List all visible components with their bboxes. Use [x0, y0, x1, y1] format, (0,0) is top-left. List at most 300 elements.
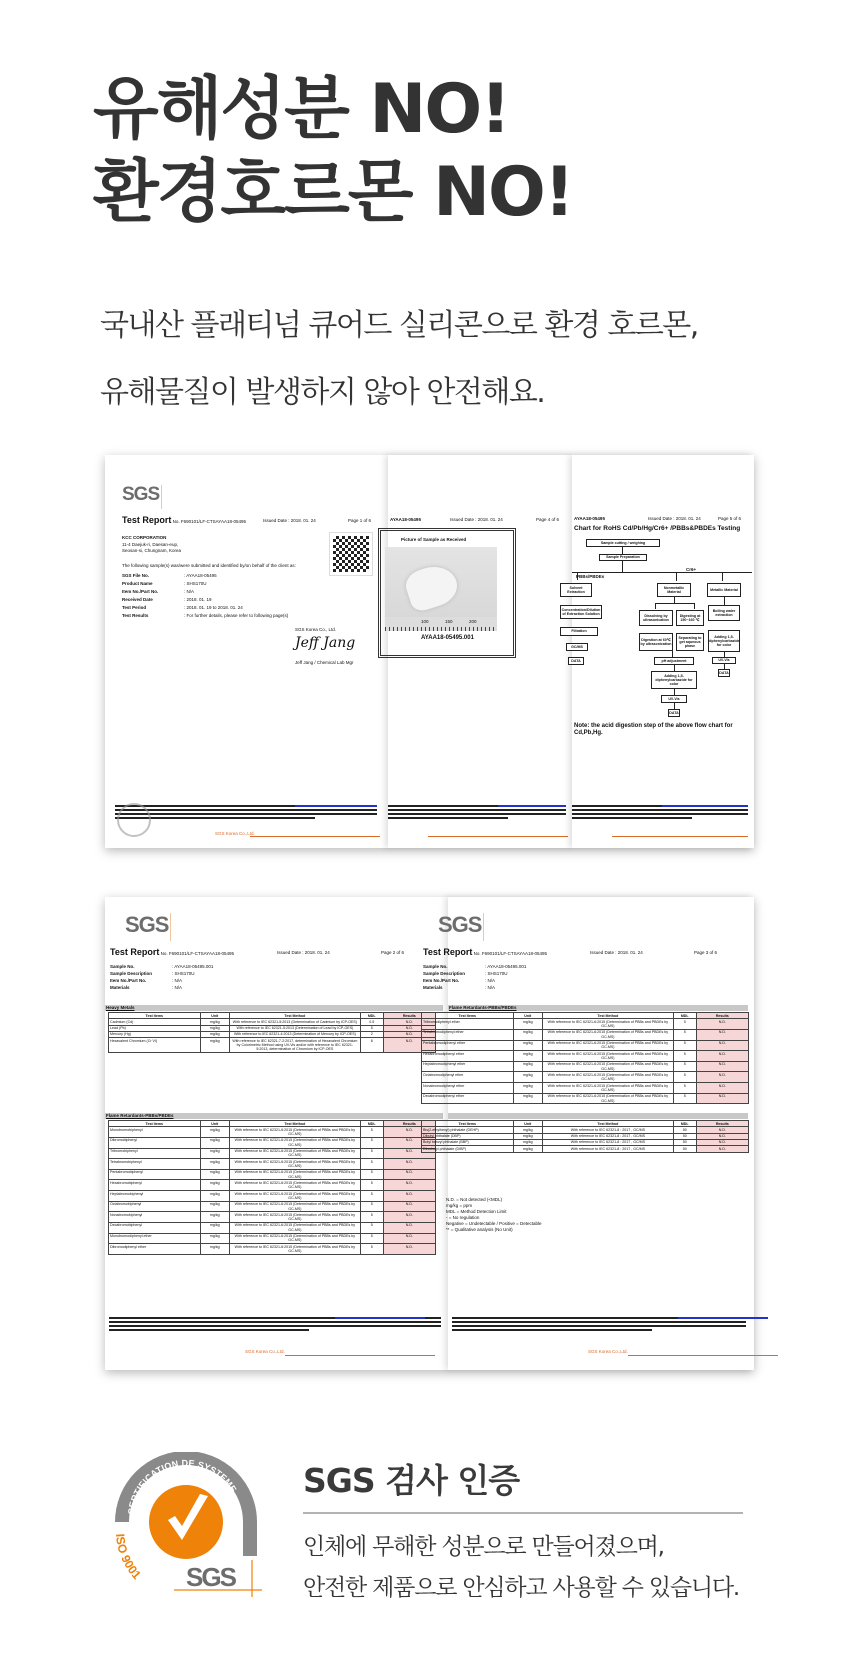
result: N.D.	[383, 1191, 435, 1202]
issued-date: Issued Date : 2018. 01. 24	[277, 950, 330, 955]
report-field-value: : N/A	[172, 985, 183, 990]
certification-line-2: 안전한 제품으로 안심하고 사용할 수 있습니다.	[303, 1575, 740, 1601]
signer: Jeff Jang / Chemical Lab Mgr	[295, 660, 354, 665]
table-row	[422, 1029, 749, 1040]
footer-company: SGS Korea Co.,Ltd.	[588, 1349, 628, 1354]
report-no: AYAA18-05495	[390, 517, 421, 522]
unit: mg/kg	[513, 1093, 542, 1104]
table-row	[109, 1191, 436, 1202]
test-item: Bis(2-ethylhexyl) phthalate (DEHP)	[422, 1127, 514, 1133]
disclaimer-link	[335, 1317, 425, 1319]
disclaimer-text	[452, 1329, 652, 1331]
footer-rule	[612, 836, 748, 837]
mdl: 5	[360, 1169, 383, 1180]
report-field: Materials : N/A	[423, 985, 496, 990]
table-row	[109, 1169, 436, 1180]
unit: mg/kg	[200, 1019, 229, 1025]
result: N.D.	[383, 1031, 435, 1037]
results-table	[421, 1120, 749, 1153]
unit: mg/kg	[200, 1038, 229, 1053]
section-title: Flame Retardants-PBBs/PBDEs	[105, 1113, 443, 1119]
mdl: 5	[360, 1025, 383, 1031]
ruler-label: 150	[445, 619, 453, 624]
unit: mg/kg	[200, 1137, 229, 1148]
column-header: Results	[383, 1121, 435, 1127]
test-method: With reference to IEC 62321-5:2013 (Determination of Cadmium by ICP-OES)	[229, 1019, 360, 1025]
page-title	[93, 68, 573, 234]
column-header: Results	[383, 1013, 435, 1019]
test-item: Lead (Pb)	[109, 1025, 201, 1031]
column-header: Test Items	[422, 1121, 514, 1127]
legend-note: MDL = Method Detection Limit	[446, 1209, 507, 1214]
report-number: No. F690101/LF-CTSAYAA18-05495	[472, 951, 547, 956]
test-method: With reference to IEC 62321-6:2015 (Determination of PBBs and PBDEs by GC-MS)	[229, 1159, 360, 1170]
result: N.D.	[696, 1133, 748, 1139]
test-method: With reference to IEC 62321-6:2015 (Determination of PBBs and PBDEs by GC-MS)	[229, 1222, 360, 1233]
subtitle-line-1: 국내산 플래티넘 큐어드 실리콘으로 환경 호르몬,	[100, 308, 698, 343]
disclaimer-text	[388, 813, 566, 815]
test-method: With reference to IEC 62321-6:2015 (Determination of PBBs and PBDEs by GC-MS)	[229, 1127, 360, 1138]
issued-date: Issued Date : 2018. 01. 24	[450, 517, 503, 522]
disclaimer-text	[115, 809, 377, 811]
mdl: 5	[673, 1040, 696, 1051]
report-field: Sample No. : AYAA18-05495.001	[110, 964, 214, 969]
flowchart-node: GC/MS	[566, 643, 588, 651]
report-field-value: : 2018. 01. 19	[184, 597, 212, 602]
results-table	[108, 1012, 436, 1053]
result: N.D.	[383, 1233, 435, 1244]
flowchart-connector	[655, 603, 695, 604]
test-report-image-2	[105, 897, 754, 1370]
table-row	[422, 1146, 749, 1152]
report-field-value: : AYAA18-05495	[184, 573, 217, 578]
column-header: Test Items	[422, 1013, 514, 1019]
unit: mg/kg	[200, 1201, 229, 1212]
flowchart-connector	[572, 572, 752, 573]
test-item: Dibutyl phthalate (DBP)	[422, 1133, 514, 1139]
sgs-iso9001-certification-logo	[112, 1452, 272, 1602]
report-field: Item No./Part No. : N/A	[110, 978, 183, 983]
sgs-brand-text: SGS	[186, 1562, 235, 1592]
page-number: Page 5 of 6	[718, 516, 742, 521]
test-item: Monobromodiphenyl ether	[109, 1233, 201, 1244]
test-method: With reference to IEC 62321-6:2015 (Determination of PBBs and PBDEs by GC-MS)	[229, 1191, 360, 1202]
table-row	[422, 1083, 749, 1094]
iso-text-path: ISO 9001	[112, 1533, 144, 1582]
flowchart-label: PBBs/PBDEs	[576, 574, 605, 579]
result: N.D.	[383, 1159, 435, 1170]
test-item: Hexavalent Chromium (Cr VI)	[109, 1038, 201, 1053]
legend-note: mg/kg = ppm	[446, 1203, 473, 1208]
title-line-1: 유해성분 NO!	[93, 70, 510, 149]
test-method: With reference to IEC 62321-8 : 2017 , GC/MS	[542, 1127, 673, 1133]
iso-9001-text	[113, 1533, 144, 1582]
mdl: 5	[673, 1029, 696, 1040]
table-row	[422, 1061, 749, 1072]
test-method: With reference to IEC 62321-6:2015 (Determination of PBBs and PBDEs by GC-MS)	[542, 1040, 673, 1051]
result: N.D.	[696, 1019, 748, 1030]
table-row	[109, 1038, 436, 1053]
report-field-value: : N/A	[485, 978, 496, 983]
column-header: Test Items	[109, 1121, 201, 1127]
flowchart-node: Solvent Extraction	[560, 583, 592, 597]
unit: mg/kg	[200, 1127, 229, 1138]
unit: mg/kg	[513, 1040, 542, 1051]
flowchart-connector	[622, 546, 623, 554]
report-field: Item No./Part No. : N/A	[122, 589, 195, 594]
result: N.D.	[696, 1083, 748, 1094]
test-item: Nonabromobiphenyl	[109, 1212, 201, 1223]
flowchart-node: Metallic Material	[707, 583, 741, 597]
unit: mg/kg	[200, 1180, 229, 1191]
mdl: 50	[673, 1127, 696, 1133]
disclaimer-text	[388, 817, 508, 819]
unit: mg/kg	[200, 1148, 229, 1159]
unit: mg/kg	[513, 1061, 542, 1072]
result: N.D.	[383, 1201, 435, 1212]
issued-date: Issued Date : 2018. 01. 24	[648, 516, 701, 521]
flowchart-node: Sample cutting / weighing	[586, 539, 660, 547]
report-number: No. F690101/LF-CTSAYAA18-05495	[159, 951, 234, 956]
test-method: With reference to IEC 62321-7-2:2017, determination of Hexavalent Chromium by Colorimetric Method using UV-Vis and/or with reference to IEC 62321-5:2013, determination of Chromium by ICP-OES	[229, 1038, 360, 1053]
flowchart-node: Separating to get aqueous phase	[676, 633, 704, 651]
test-method: With reference to IEC 62321-6:2015 (Determination of PBBs and PBDEs by GC-MS)	[229, 1244, 360, 1255]
test-item: Hexabromobiphenyl	[109, 1180, 201, 1191]
legend-note: N.D. = Not detected (<MDL)	[446, 1197, 503, 1202]
flowchart-node: Digestion at 60℃ by ultrasonication	[639, 633, 673, 651]
unit: mg/kg	[513, 1127, 542, 1133]
disclaimer-link	[662, 805, 748, 807]
test-method: With reference to IEC 62321-6:2015 (Determination of PBBs and PBDEs by GC-MS)	[542, 1051, 673, 1062]
disclaimer-text	[109, 1321, 441, 1323]
disclaimer-link	[295, 805, 377, 807]
table-row	[109, 1222, 436, 1233]
test-method: With reference to IEC 62321-6:2015 (Determination of PBBs and PBDEs by GC-MS)	[542, 1061, 673, 1072]
table-row	[109, 1244, 436, 1255]
section-title: Flame Retardants-PBBs/PBDEs	[448, 1005, 748, 1011]
sample-id: AYAA18-05495.001	[421, 635, 474, 641]
result: N.D.	[696, 1127, 748, 1133]
report-title: Test Report	[110, 947, 160, 957]
mdl: 5	[360, 1212, 383, 1223]
footer-company: SGS Korea Co.,Ltd.	[215, 831, 255, 836]
flowchart-connector	[722, 572, 723, 581]
unit: mg/kg	[200, 1244, 229, 1255]
table-row	[422, 1019, 749, 1030]
mdl: 5	[360, 1159, 383, 1170]
disclaimer-link	[498, 805, 566, 807]
sample-picture-frame	[378, 528, 516, 658]
disclaimer-text	[572, 809, 748, 811]
flowchart-node: Concentration/Dilution of Extraction Solution	[560, 605, 602, 619]
flowchart-node: Filtration	[560, 627, 598, 636]
test-item: Tetrabromodiphenyl ether	[422, 1029, 514, 1040]
result: N.D.	[383, 1019, 435, 1025]
report-field: Item No./Part No. : N/A	[423, 978, 496, 983]
report-heading	[110, 947, 234, 958]
table-row	[109, 1212, 436, 1223]
table-row	[109, 1137, 436, 1148]
mdl: 5	[673, 1093, 696, 1104]
disclaimer-text	[572, 813, 748, 815]
disclaimer-text	[115, 813, 377, 815]
flowchart-node: pH adjustment	[654, 657, 694, 665]
flowchart-node: Sample Preparation	[599, 554, 647, 561]
result: N.D.	[383, 1180, 435, 1191]
unit: mg/kg	[513, 1146, 542, 1152]
subtitle-line-2: 유해물질이 발생하지 않아 안전해요.	[100, 375, 545, 410]
mdl: 5	[360, 1137, 383, 1148]
report-field-value: : SHS170U	[485, 971, 508, 976]
column-header: Test Method	[542, 1013, 673, 1019]
column-header: Unit	[200, 1013, 229, 1019]
unit: mg/kg	[513, 1083, 542, 1094]
result: N.D.	[696, 1051, 748, 1062]
footer-rule	[628, 1355, 778, 1356]
footer-company: SGS Korea Co.,Ltd.	[245, 1349, 285, 1354]
mdl: 5	[360, 1233, 383, 1244]
footer-rule	[428, 836, 568, 837]
picture-title: Picture of Sample as Received	[401, 537, 467, 542]
report-title: Test Report	[423, 947, 473, 957]
report-heading	[122, 515, 246, 526]
flowchart-connector	[676, 572, 677, 581]
report-field-value: : For further details, please refer to following page(s)	[184, 613, 289, 618]
subtitle	[100, 292, 698, 426]
unit: mg/kg	[200, 1191, 229, 1202]
report-number: No. F690101/LF-CTSAYAA18-05495	[172, 519, 246, 524]
mdl: 5	[673, 1061, 696, 1072]
test-method: With reference to IEC 62321-6:2015 (Determination of PBBs and PBDEs by GC-MS)	[229, 1201, 360, 1212]
flowchart-node: Digesting at 150~160 ℃	[676, 610, 704, 626]
flowchart-node: DATA	[668, 709, 680, 717]
footer-rule	[250, 836, 380, 837]
mdl: 5	[360, 1222, 383, 1233]
report-page-4	[388, 455, 573, 848]
unit: mg/kg	[513, 1139, 542, 1145]
report-page-1	[105, 455, 389, 848]
unit: mg/kg	[513, 1029, 542, 1040]
test-method: With reference to IEC 62321-6:2015 (Determination of PBBs and PBDEs by GC-MS)	[542, 1093, 673, 1104]
test-method: With reference to IEC 62321-6:2015 (Determination of PBBs and PBDEs by GC-MS)	[542, 1072, 673, 1083]
flowchart-title: Chart for RoHS Cd/Pb/Hg/Cr6+ /PBBs&PBDEs Testing	[574, 525, 741, 532]
test-item: Hexabromodiphenyl ether	[422, 1051, 514, 1062]
unit: mg/kg	[513, 1051, 542, 1062]
title-line-2: 환경호르몬 NO!	[93, 153, 573, 232]
report-field: Materials : N/A	[110, 985, 183, 990]
unit: mg/kg	[513, 1072, 542, 1083]
test-item: Dibromobiphenyl	[109, 1137, 201, 1148]
flowchart-node: Adding 1,5-diphenylcarbazide for color	[651, 671, 697, 689]
column-header: Test Method	[229, 1121, 360, 1127]
result: N.D.	[696, 1139, 748, 1145]
test-item: Monobromobiphenyl	[109, 1127, 201, 1138]
flowchart-node: Nonmetallic Material	[657, 583, 691, 597]
flowchart-node: Dissolving by ultrasonication	[639, 610, 673, 626]
mdl: 5	[360, 1191, 383, 1202]
silicone-sample	[402, 560, 462, 613]
test-method: With reference to IEC 62321-6:2015 (Determination of PBBs and PBDEs by GC-MS)	[542, 1083, 673, 1094]
unit: mg/kg	[200, 1031, 229, 1037]
unit: mg/kg	[200, 1233, 229, 1244]
flowchart-label: Cr6+	[686, 567, 697, 572]
report-field: Test Period : 2018. 01. 19 to 2018. 01. 24	[122, 605, 243, 610]
result: N.D.	[696, 1029, 748, 1040]
flowchart-note: Note: the acid digestion step of the above flow chart for Cd,Pb,Hg.	[574, 723, 733, 737]
table-row	[422, 1072, 749, 1083]
report-field: Sample Description : SHS170U	[110, 971, 195, 976]
section-title	[448, 1113, 748, 1119]
column-header: MDL	[673, 1121, 696, 1127]
mdl: 5	[360, 1201, 383, 1212]
divider	[303, 1512, 743, 1514]
report-field-value: : 2018. 01. 19 to 2018. 01. 24	[184, 605, 243, 610]
report-field-value: : N/A	[184, 589, 195, 594]
test-item: Nonabromodiphenyl ether	[422, 1083, 514, 1094]
result: N.D.	[696, 1061, 748, 1072]
table-row	[109, 1201, 436, 1212]
report-heading	[423, 947, 547, 958]
test-method: With reference to IEC 62321-6:2015 (Determination of PBBs and PBDEs by GC-MS)	[229, 1212, 360, 1223]
qr-code	[330, 533, 372, 575]
disclaimer-text	[452, 1325, 746, 1327]
test-item: Heptabromodiphenyl ether	[422, 1061, 514, 1072]
result: N.D.	[696, 1146, 748, 1152]
page-number: Page 3 of 6	[694, 950, 718, 955]
flowchart-connector	[694, 603, 695, 609]
flowchart-connector	[724, 597, 725, 605]
disclaimer-link	[678, 1317, 768, 1319]
test-method: With reference to IEC 62321-8 : 2017 , GC/MS	[542, 1133, 673, 1139]
report-field: Sample No. : AYAA18-05495.001	[423, 964, 527, 969]
column-header: MDL	[360, 1121, 383, 1127]
mdl: 8	[360, 1038, 383, 1053]
footer-rule	[285, 1355, 435, 1356]
signature: Jeff Jang	[295, 635, 356, 651]
issued-date: Issued Date : 2018. 01. 24	[263, 518, 316, 523]
table-row	[109, 1159, 436, 1170]
column-header: Unit	[513, 1121, 542, 1127]
unit: mg/kg	[200, 1025, 229, 1031]
report-field-value: : N/A	[172, 978, 183, 983]
column-header: Results	[696, 1013, 748, 1019]
test-method: With reference to IEC 62321-4:2013 (Determination of Mercury by ICP-OES)	[229, 1031, 360, 1037]
table-row	[109, 1233, 436, 1244]
page-number: Page 1 of 6	[348, 518, 372, 523]
disclaimer-text	[388, 809, 566, 811]
table-row	[109, 1180, 436, 1191]
unit: mg/kg	[513, 1019, 542, 1030]
result: N.D.	[383, 1169, 435, 1180]
client-address: 11-4 Daejuk-ri, Daesan-eup, Seosan-si, Chungnam, Korea	[122, 542, 182, 553]
table-row	[109, 1148, 436, 1159]
report-title: Test Report	[122, 515, 172, 525]
flowchart-connector	[655, 603, 656, 609]
report-no: AYAA18-05495	[574, 516, 605, 521]
mdl: 5	[673, 1083, 696, 1094]
report-field: Received Date : 2018. 01. 19	[122, 597, 212, 602]
result: N.D.	[383, 1137, 435, 1148]
unit: mg/kg	[200, 1222, 229, 1233]
unit: mg/kg	[200, 1159, 229, 1170]
mdl: 5	[673, 1072, 696, 1083]
table-row	[422, 1040, 749, 1051]
test-item: Decabromodiphenyl ether	[422, 1093, 514, 1104]
mdl: 5	[360, 1148, 383, 1159]
flowchart-node: Adding 1,5-diphenylcarbazide for color	[708, 630, 740, 652]
column-header: Test Method	[542, 1121, 673, 1127]
arc-text-path: CERTIFICATION DE SYSTEME	[126, 1457, 239, 1516]
test-item: Octabromobiphenyl	[109, 1201, 201, 1212]
lab-company: SGS Korea Co., Ltd.	[295, 627, 337, 632]
mdl: 5	[673, 1051, 696, 1062]
report-page-3	[423, 897, 754, 1370]
report-field-value: : AYAA18-05495.001	[485, 964, 527, 969]
page-number: Page 2 of 6	[381, 950, 405, 955]
test-item: Heptabromobiphenyl	[109, 1191, 201, 1202]
mdl: 50	[673, 1146, 696, 1152]
report-field: Test Results : For further details, please refer to following page(s)	[122, 613, 289, 618]
test-item: Octabromodiphenyl ether	[422, 1072, 514, 1083]
sgs-logo: SGS	[122, 484, 160, 505]
test-method: With reference to IEC 62321-6:2015 (Determination of PBBs and PBDEs by GC-MS)	[229, 1233, 360, 1244]
issued-date: Issued Date : 2018. 01. 24	[590, 950, 643, 955]
test-method: With reference to IEC 62321-6:2015 (Determination of PBBs and PBDEs by GC-MS)	[229, 1169, 360, 1180]
disclaimer-text	[452, 1321, 746, 1323]
page-number: Page 4 of 6	[536, 517, 560, 522]
flowchart-node: UV-Vis	[712, 657, 736, 664]
test-item: Butyl benzyl phthalate (BBP)	[422, 1139, 514, 1145]
legend-note: - = No regulation	[446, 1215, 480, 1220]
table-row	[109, 1127, 436, 1138]
result: N.D.	[383, 1244, 435, 1255]
report-field-value: : SHS170U	[172, 971, 195, 976]
mdl: 50	[673, 1133, 696, 1139]
legend-note: ** = Qualitative analysis (No Unit)	[446, 1227, 513, 1232]
mdl: 2	[360, 1031, 383, 1037]
disclaimer-text	[572, 817, 692, 819]
result: N.D.	[383, 1212, 435, 1223]
table-row	[422, 1051, 749, 1062]
result: N.D.	[696, 1093, 748, 1104]
report-field-value: : AYAA18-05495.001	[172, 964, 214, 969]
report-field-value: : SHS170U	[184, 581, 207, 586]
report-field: SGS File No. : AYAA18-05495	[122, 573, 217, 578]
results-table	[108, 1120, 436, 1255]
test-item: Pentabromobiphenyl	[109, 1169, 201, 1180]
ruler-label: 100	[421, 619, 429, 624]
mdl: 5	[360, 1180, 383, 1191]
section-title: Heavy Metals	[105, 1005, 443, 1011]
report-field-value: : N/A	[485, 985, 496, 990]
result: N.D.	[383, 1127, 435, 1138]
column-header: Test Items	[109, 1013, 201, 1019]
sample-photo	[385, 547, 497, 631]
test-item: Decabromobiphenyl	[109, 1222, 201, 1233]
unit: mg/kg	[200, 1212, 229, 1223]
results-table	[421, 1012, 749, 1104]
column-header: MDL	[360, 1013, 383, 1019]
result: N.D.	[696, 1072, 748, 1083]
test-item: Tribromobiphenyl	[109, 1148, 201, 1159]
mdl: 5	[673, 1019, 696, 1030]
result: N.D.	[383, 1148, 435, 1159]
certification-line-1: 인체에 무해한 성분으로 만들어졌으며,	[303, 1534, 664, 1560]
flowchart-node: DATA	[718, 669, 730, 677]
test-item: Cadmium (Cd)	[109, 1019, 201, 1025]
intro-text: The following sample(s) was/were submitted and identified by/on behalf of the client as:	[122, 563, 296, 568]
result: N.D.	[383, 1222, 435, 1233]
